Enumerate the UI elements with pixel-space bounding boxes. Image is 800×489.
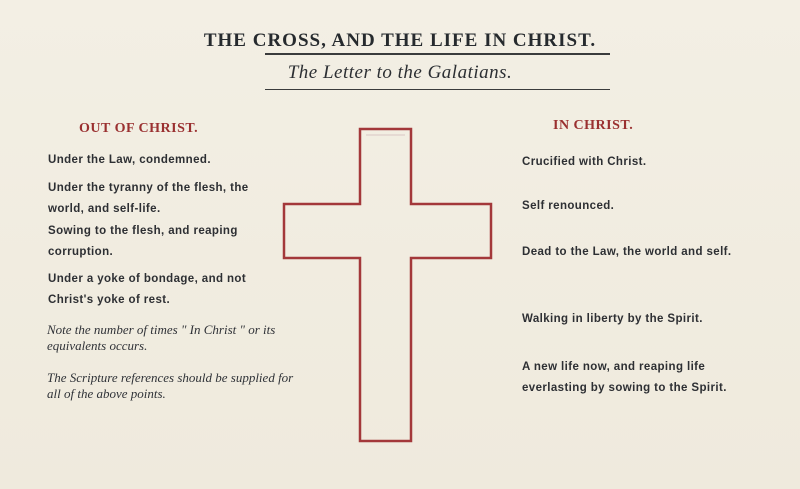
- cross-outline-icon: [280, 125, 495, 445]
- right-item-5: A new life now, and reaping life everlasting by sowing to the Spirit.: [522, 361, 727, 394]
- left-item-2: Under the tyranny of the flesh, the world, and self-life.: [48, 182, 249, 215]
- subtitle-rule: [265, 89, 610, 90]
- note-scripture-references: The Scripture references should be supplied for all of the above points.: [47, 370, 294, 401]
- note-in-christ-count: Note the number of times " In Christ " or its equivalents occurs.: [47, 322, 276, 353]
- left-item-1: Under the Law, condemned.: [48, 154, 211, 166]
- page-title: THE CROSS, AND THE LIFE IN CHRIST.: [203, 30, 597, 51]
- title-rule: [265, 53, 610, 55]
- in-christ-heading: IN CHRIST.: [553, 118, 634, 133]
- right-item-2: Self renounced.: [522, 200, 615, 212]
- right-item-1: Crucified with Christ.: [522, 156, 647, 168]
- left-item-3: Sowing to the flesh, and reaping corruption.: [48, 225, 238, 258]
- right-item-3: Dead to the Law, the world and self.: [522, 246, 732, 258]
- out-of-christ-heading: OUT OF CHRIST.: [79, 121, 199, 136]
- right-item-4: Walking in liberty by the Spirit.: [522, 313, 703, 325]
- left-item-4: Under a yoke of bondage, and not Christ's yoke of rest.: [48, 273, 247, 306]
- page-subtitle: The Letter to the Galatians.: [287, 62, 513, 83]
